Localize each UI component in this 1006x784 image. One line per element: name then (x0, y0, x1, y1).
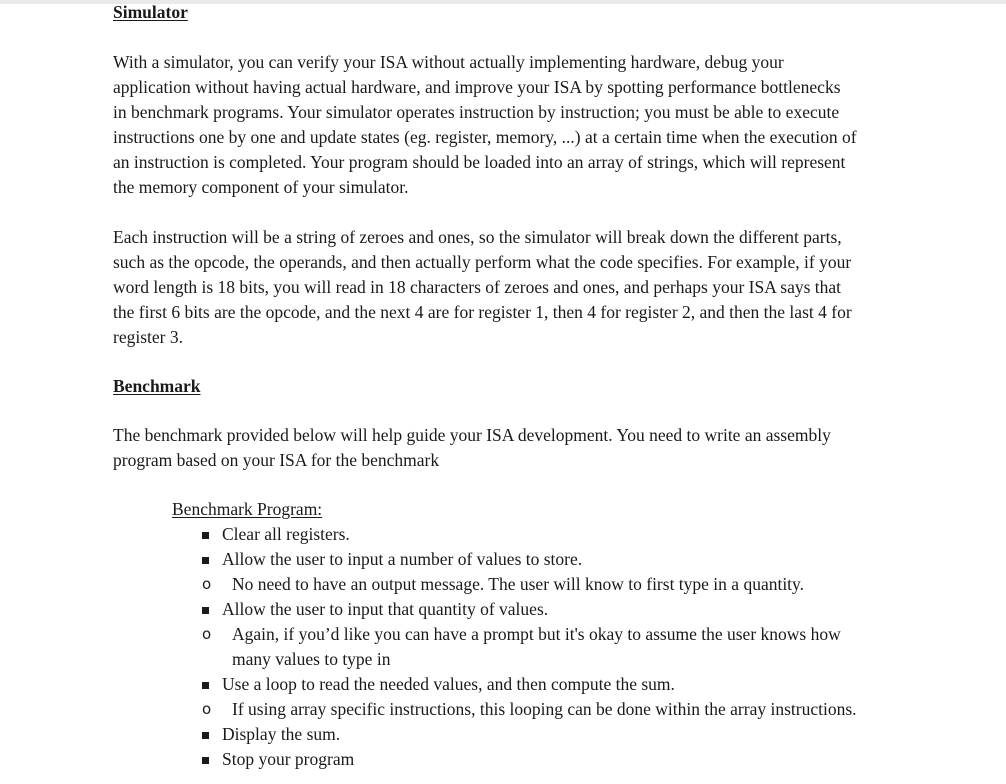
paragraph-line: the first 6 bits are the opcode, and the next 4 are for register 1, then 4 for register 2, and then the last 4 for (113, 302, 852, 322)
list-item: If using array specific instructions, this looping can be done within the array instructions. (232, 699, 857, 719)
paragraph-line: such as the opcode, the operands, and then actually perform what the code specifies. For example, if your (113, 252, 852, 272)
paragraph-line: Each instruction will be a string of zeroes and ones, so the simulator will break down the different parts, (113, 227, 842, 247)
list-item: Again, if you’d like you can have a prompt but it's okay to assume the user knows how (232, 624, 841, 644)
list-item: No need to have an output message. The user will know to first type in a quantity. (232, 574, 805, 594)
circle-bullet-icon: o (202, 625, 212, 643)
simulator-paragraph-1 (113, 50, 903, 200)
paragraph-line: program based on your ISA for the benchmark (113, 450, 440, 470)
paragraph-line: application without having actual hardware, and improve your ISA by spotting performance bottlenecks (113, 77, 841, 97)
paragraph-line: With a simulator, you can verify your ISA without actually implementing hardware, debug your (113, 52, 784, 72)
paragraph-line: word length is 18 bits, you will read in 18 characters of zeroes and ones, and perhaps your ISA says that (113, 277, 842, 297)
paragraph-line: an instruction is completed. Your program should be loaded into an array of strings, which will represent (113, 152, 846, 172)
simulator-heading: Simulator (113, 2, 188, 22)
paragraph-line: the memory component of your simulator. (113, 177, 409, 197)
circle-bullet-icon: o (202, 575, 212, 593)
square-bullet-icon (202, 557, 209, 564)
benchmark-intro (113, 423, 903, 473)
paragraph-line: in benchmark programs. Your simulator operates instruction by instruction; you must be able to execute (113, 102, 840, 122)
list-item: many values to type in (232, 649, 391, 669)
list-item: Clear all registers. (222, 524, 350, 544)
list-item: Allow the user to input that quantity of values. (222, 599, 549, 619)
list-item: Display the sum. (222, 724, 341, 744)
square-bullet-icon (202, 732, 209, 739)
circle-bullet-icon: o (202, 700, 212, 718)
square-bullet-icon (202, 682, 209, 689)
paragraph-line: instructions one by one and update states (eg. register, memory, ...) at a certain time when the execution of (113, 127, 857, 147)
square-bullet-icon (202, 757, 209, 764)
simulator-paragraph-2 (113, 225, 903, 350)
benchmark-program-title: Benchmark Program: (172, 499, 323, 519)
square-bullet-icon (202, 532, 209, 539)
paragraph-line: The benchmark provided below will help guide your ISA development. You need to write an assembly (113, 425, 831, 445)
list-item: Allow the user to input a number of values to store. (222, 549, 583, 569)
benchmark-heading: Benchmark (113, 376, 201, 396)
paragraph-line: register 3. (113, 327, 183, 347)
list-item: Stop your program (222, 749, 355, 769)
square-bullet-icon (202, 607, 209, 614)
list-item: Use a loop to read the needed values, and then compute the sum. (222, 674, 675, 694)
